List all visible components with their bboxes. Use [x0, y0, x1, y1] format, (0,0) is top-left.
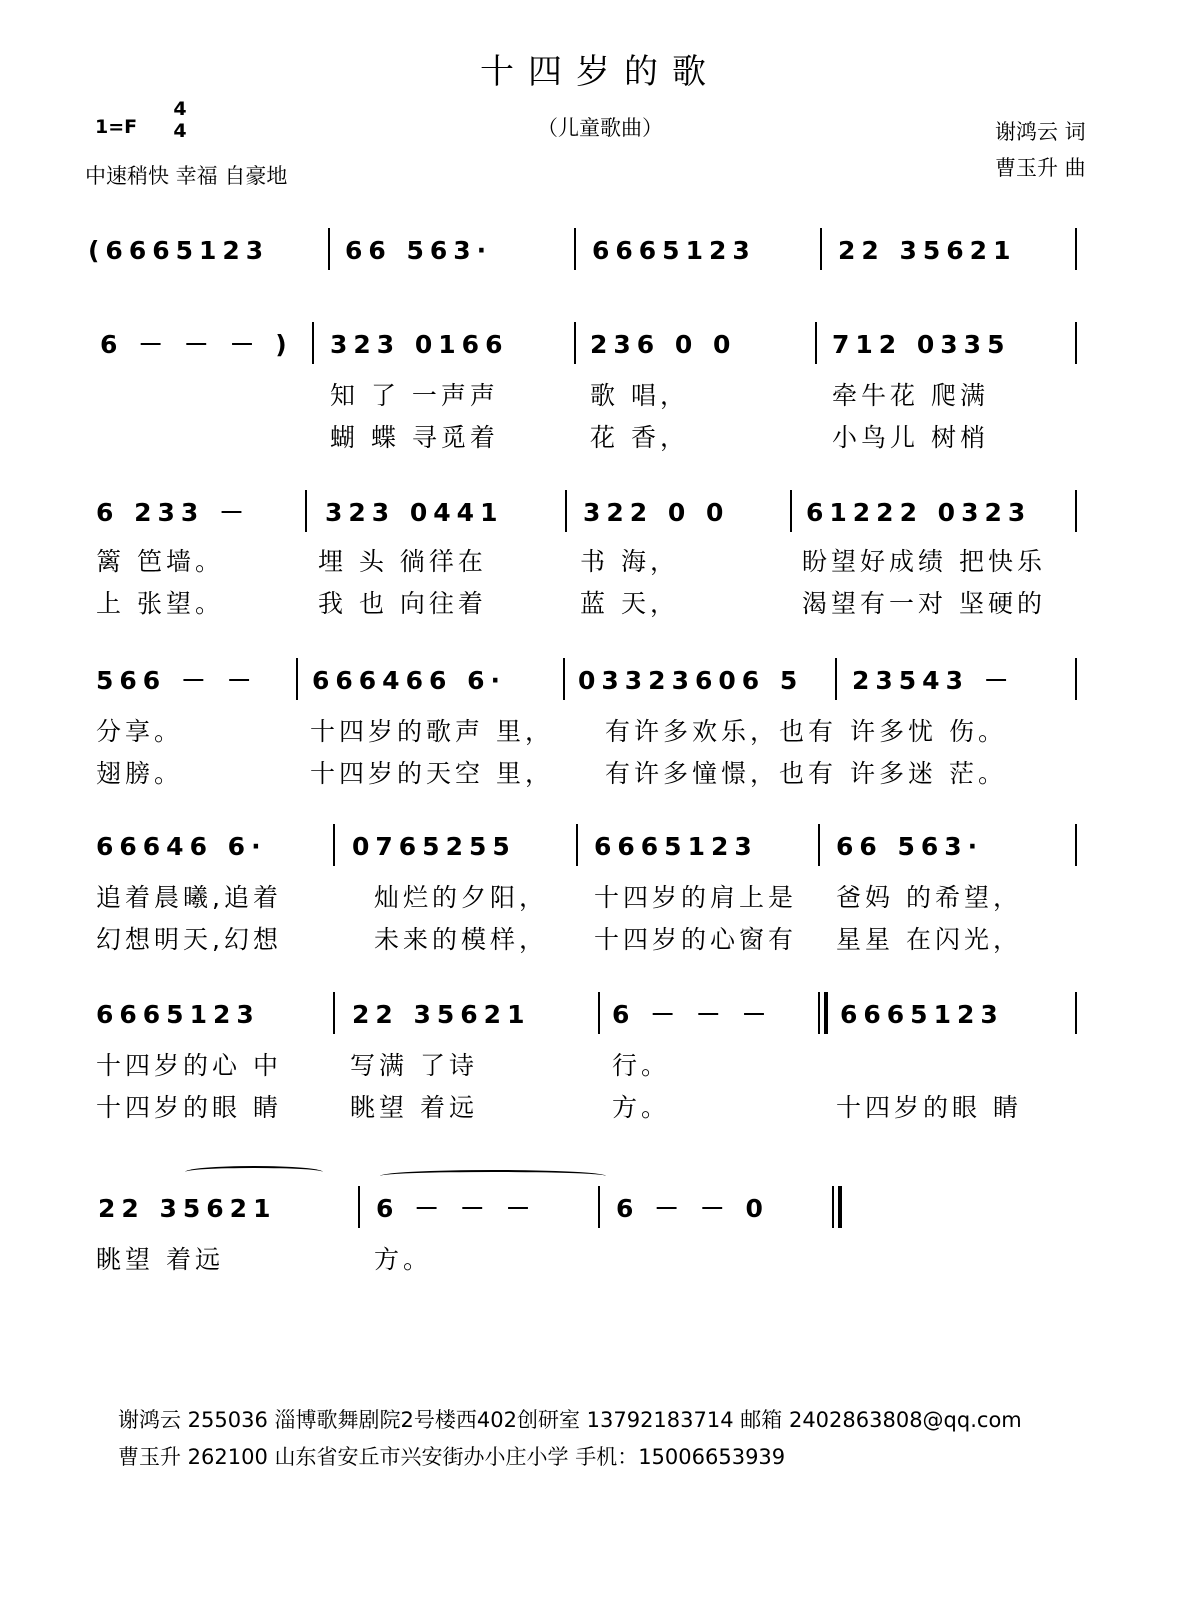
- barline: [296, 658, 298, 700]
- barline: [1075, 228, 1077, 270]
- lyric-verse-2: 小鸟儿 树梢: [832, 423, 989, 452]
- contact-line: 曹玉升 262100 山东省安丘市兴安街办小庄小学 手机：15006653939: [118, 1445, 786, 1469]
- lyric-verse-2: 未来的模样，: [374, 925, 549, 954]
- measure-notes: 6 － － － ): [100, 330, 293, 359]
- barline: [1075, 490, 1077, 532]
- barline: [565, 490, 567, 532]
- final-barline-thick: [838, 1186, 842, 1228]
- final-barline: [832, 1186, 834, 1228]
- measure-notes: 666466 6·: [312, 666, 506, 695]
- barline: [574, 322, 576, 364]
- measure-notes: 61222 0323: [806, 498, 1032, 527]
- page-title: 十四岁的歌: [480, 52, 720, 92]
- lyric-verse-1: 牵牛花 爬满: [832, 381, 989, 410]
- measure-notes: 323 0166: [330, 330, 509, 359]
- barline: [1075, 824, 1077, 866]
- contact-info: [118, 1402, 1022, 1476]
- contact-line: 谢鸿云 255036 淄博歌舞剧院2号楼西402创研室 13792183714 邮箱 2402863808@qq.com: [118, 1408, 1022, 1432]
- lyric-verse-1: 盼望好成绩 把快乐: [802, 547, 1046, 576]
- lyric-verse-1: 十四岁的心 中: [96, 1051, 282, 1080]
- measure-notes: 22 35621: [352, 1000, 531, 1029]
- lyric-verse-1: 有许多欢乐，也有: [605, 717, 838, 746]
- lyric-verse-2: 方。: [612, 1093, 671, 1122]
- measure-notes: 566 － －: [96, 666, 258, 695]
- repeat-barline: [818, 992, 820, 1034]
- lyric-verse-1: 行。: [612, 1051, 671, 1080]
- barline: [574, 228, 576, 270]
- repeat-barline-thick: [824, 992, 828, 1034]
- lyric-verse-2: 眺望 着远: [350, 1093, 478, 1122]
- lyric-verse-2: 十四岁的心窗有: [594, 925, 798, 954]
- barline: [576, 824, 578, 866]
- barline: [815, 322, 817, 364]
- time-signature: [170, 98, 190, 142]
- measure-notes: (6665123: [88, 236, 270, 265]
- lyric-verse-1: 爸妈 的希望，: [836, 883, 1022, 912]
- time-signature-top: 4: [173, 98, 187, 120]
- measure-notes: 6665123: [592, 236, 756, 265]
- lyric-verse-1: 许多忧 伤。: [850, 717, 1007, 746]
- measure-notes: 6 － － －: [376, 1194, 537, 1223]
- lyric-verse-2: 有许多憧憬，也有: [605, 759, 838, 788]
- lyric-verse-1: 知 了 一声声: [330, 381, 499, 410]
- lyric-verse-2: 渴望有一对 坚硬的: [802, 589, 1046, 618]
- measure-notes: 66 563·: [345, 236, 493, 265]
- lyric-verse-1: 书 海，: [580, 547, 679, 576]
- lyric-verse-1: 方。: [374, 1245, 433, 1274]
- measure-notes: 22 35621: [98, 1194, 277, 1223]
- barline: [1075, 322, 1077, 364]
- barline: [820, 228, 822, 270]
- time-signature-bottom: 4: [173, 120, 187, 142]
- barline: [1075, 992, 1077, 1034]
- measure-notes: 6665123: [96, 1000, 260, 1029]
- measure-notes: 23543 －: [852, 666, 1015, 695]
- measure-notes: 712 0335: [832, 330, 1011, 359]
- lyric-verse-2: 蝴 蝶 寻觅着: [330, 423, 499, 452]
- lyric-verse-1: 追着晨曦,追着: [96, 883, 282, 912]
- barline: [305, 490, 307, 532]
- lyric-verse-2: 许多迷 茫。: [850, 759, 1007, 788]
- barline: [563, 658, 565, 700]
- lyric-verse-2: 上 张望。: [96, 589, 224, 618]
- measure-notes: 6 － － －: [612, 1000, 773, 1029]
- slur-mark: [185, 1166, 323, 1178]
- measure-notes: 236 0 0: [590, 330, 737, 359]
- measure-notes: 322 0 0: [583, 498, 730, 527]
- lyric-verse-2: 我 也 向往着: [318, 589, 487, 618]
- barline: [1075, 658, 1077, 700]
- lyric-verse-1: 十四岁的肩上是: [594, 883, 798, 912]
- measure-notes: 03323606 5: [578, 666, 804, 695]
- lyric-verse-2: 幻想明天,幻想: [96, 925, 282, 954]
- barline: [333, 824, 335, 866]
- tempo-marking: 中速稍快 幸福 自豪地: [85, 164, 288, 188]
- measure-notes: 22 35621: [838, 236, 1017, 265]
- lyric-verse-2: 花 香，: [590, 423, 689, 452]
- barline: [328, 228, 330, 270]
- lyric-verse-1: 写满 了诗: [350, 1051, 478, 1080]
- barline: [333, 992, 335, 1034]
- lyric-verse-1: 十四岁的歌声 里，: [310, 717, 554, 746]
- measure-notes: 66646 6·: [96, 832, 267, 861]
- measure-notes: 323 0441: [325, 498, 504, 527]
- barline: [358, 1186, 360, 1228]
- lyricist-credit: 谢鸿云 词: [995, 120, 1086, 144]
- barline: [790, 490, 792, 532]
- lyric-verse-1: 眺望 着远: [96, 1245, 224, 1274]
- measure-notes: 6 233 －: [96, 498, 250, 527]
- lyric-verse-2: 蓝 天，: [580, 589, 679, 618]
- key-signature: 1=F: [95, 116, 138, 138]
- lyric-verse-1: 篱 笆墙。: [96, 547, 224, 576]
- measure-notes: 6665123: [840, 1000, 1004, 1029]
- lyric-verse-2: 翅膀。: [96, 759, 184, 788]
- barline: [598, 1186, 600, 1228]
- lyric-verse-1: 埋 头 徜徉在: [318, 547, 487, 576]
- measure-notes: 66 563·: [836, 832, 984, 861]
- barline: [818, 824, 820, 866]
- lyric-verse-1: 歌 唱，: [590, 381, 689, 410]
- lyric-verse-2: 十四岁的天空 里，: [310, 759, 554, 788]
- lyric-verse-2: 星星 在闪光，: [836, 925, 1022, 954]
- lyric-verse-2: 十四岁的眼 睛: [836, 1093, 1022, 1122]
- lyric-verse-2: 十四岁的眼 睛: [96, 1093, 282, 1122]
- composer-credit: 曹玉升 曲: [995, 156, 1086, 180]
- barline: [598, 992, 600, 1034]
- barline: [835, 658, 837, 700]
- tie-mark: [380, 1170, 606, 1182]
- measure-notes: 6665123: [594, 832, 758, 861]
- measure-notes: 0765255: [352, 832, 516, 861]
- measure-notes: 6 － － 0: [616, 1194, 769, 1223]
- lyric-verse-1: 灿烂的夕阳，: [374, 883, 549, 912]
- subtitle: （儿童歌曲）: [537, 116, 663, 140]
- barline: [312, 322, 314, 364]
- lyric-verse-1: 分享。: [96, 717, 184, 746]
